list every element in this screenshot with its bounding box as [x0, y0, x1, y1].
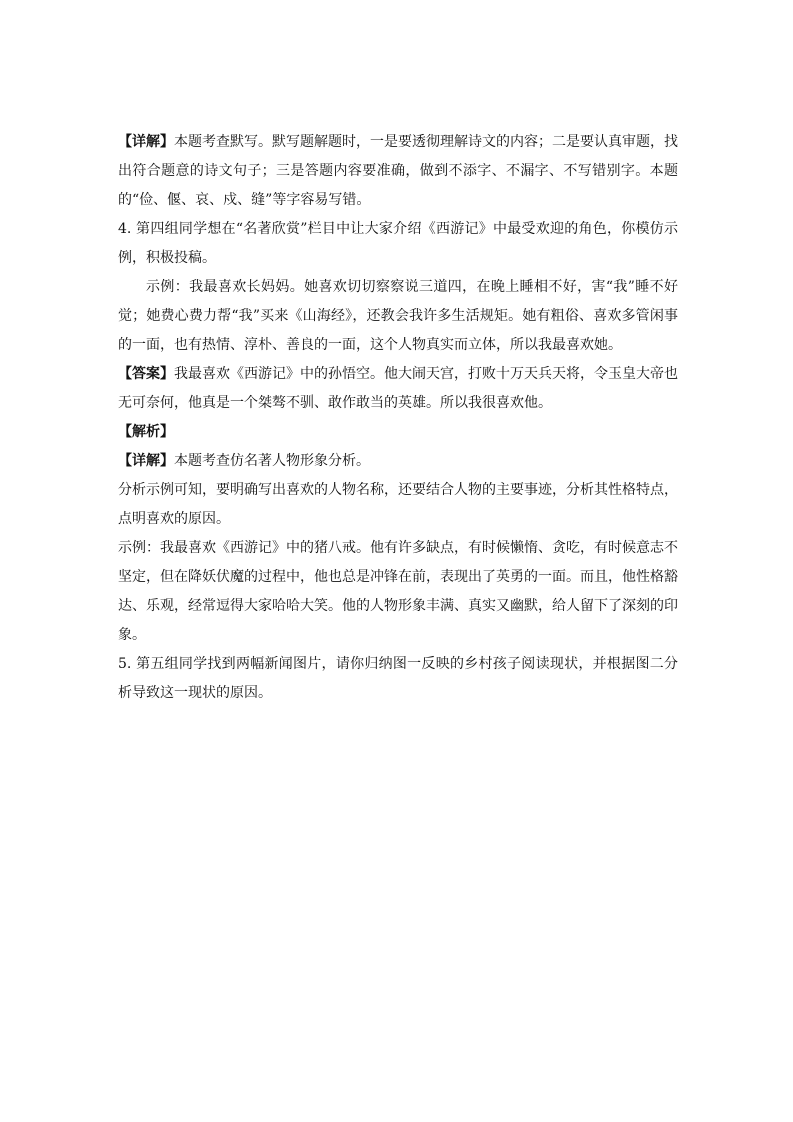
detail-text-1: 本题考查默写。默写题解题时，一是要透彻理解诗文的内容；二是要认真审题，找出符合题意的诗文句子；三是答题内容要准确，做到不添字、不漏字、不写错别字。本题的“俭、偃、哀、戍、缝”等字容易写错。 — [118, 134, 678, 208]
answer-text: 我最喜欢《西游记》中的孙悟空。他大闹天宫，打败十万天兵天将，令玉皇大帝也无可奈何，他真是一个桀骜不驯、敢作敢当的英雄。所以我很喜欢他。 — [118, 366, 678, 411]
question-4: 4. 第四组同学想在“名著欣赏”栏目中让大家介绍《西游记》中最受欢迎的角色，你模仿示例，积极投稿。 — [118, 221, 678, 266]
detail-paragraph-1 — [118, 128, 678, 215]
detail-paragraph-2 — [118, 447, 678, 476]
analysis-paragraph: 分析示例可知，要明确写出喜欢的人物名称，还要结合人物的主要事迹，分析其性格特点，点明喜欢的原因。 — [118, 482, 678, 527]
detail-tag-1: 【详解】 — [118, 134, 174, 150]
sample-paragraph: 示例：我最喜欢《西游记》中的猪八戒。他有许多缺点，有时候懒惰、贪吃，有时候意志不坚定，但在降妖伏魔的过程中，他也总是冲锋在前，表现出了英勇的一面。而且，他性格豁达、乐观，经常逗得大家哈哈大笑。他的人物形象丰满、真实又幽默，给人留下了深刻的印象。 — [118, 540, 678, 643]
question-4-example: 示例：我最喜欢长妈妈。她喜欢切切察察说三道四，在晚上睡相不好，害“我”睡不好觉；她费心费力帮“我”买来《山海经》，还教会我许多生活规矩。她有粗俗、喜欢多管闲事的一面，也有热情、淳朴、善良的一面，这个人物真实而立体，所以我最喜欢她。 — [118, 279, 678, 353]
detail-tag-2: 【详解】 — [118, 453, 174, 469]
analysis-heading: 【解析】 — [118, 424, 174, 440]
detail-text-2: 本题考查仿名著人物形象分析。 — [174, 453, 370, 469]
answer-paragraph — [118, 360, 678, 418]
answer-tag: 【答案】 — [118, 366, 174, 382]
document-body — [118, 128, 678, 708]
question-5: 5. 第五组同学找到两幅新闻图片，请你归纳图一反映的乡村孩子阅读现状，并根据图二分析导致这一现状的原因。 — [118, 656, 678, 701]
